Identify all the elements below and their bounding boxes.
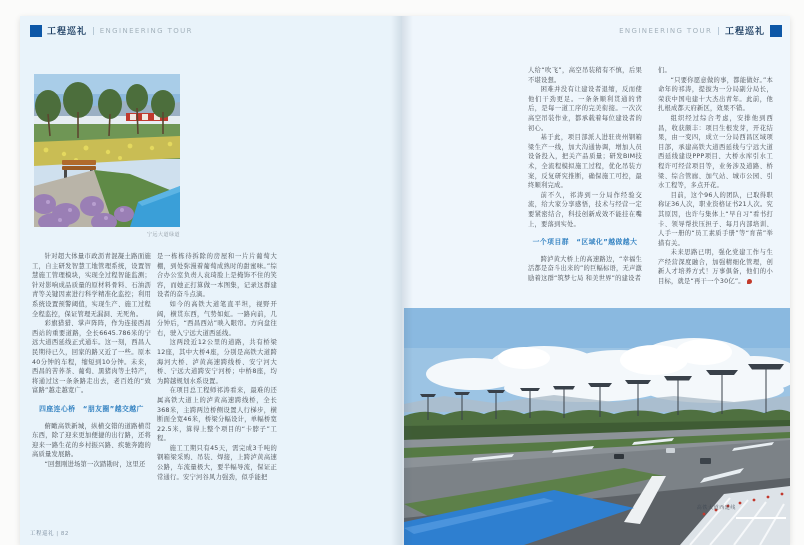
paragraph: 在项目总工程师祁涛看来，最难的还属高铁大道上的泸黄高速跨线桥，全长368米，主跨两边桥侧设置人行梯步，横断面全宽46米，桥梁分幅设计，单幅桥宽22.5米，算得上整个项目的“卡脖子”工程。 — [157, 387, 277, 443]
section-marker-square — [770, 25, 782, 37]
paragraph: 目前，这个96人的团队，已取得职称证36人次，职业资格证书21人次。究其原因，也许与集体上“早自习”看书打卡、领导帮扶压担子、每月内部培训、人手一册的“员工素质手册”等“育苗”举措有关。 — [658, 191, 773, 247]
paragraph: “回想刚进场第一次踏勘时，这里还 — [44, 460, 146, 468]
highway-photo — [404, 308, 790, 545]
header-right — [619, 24, 782, 37]
header-separator: | — [717, 26, 720, 35]
paragraph: 这两段近12公里的道路，共有桥梁12座，其中大桥4座，分别是高铁大道跨海河大桥、泸黄高速跨线桥、安宁河大桥、宁远大道跨安宁河桥；中桥8座，均为跨越规划水系设置。 — [157, 339, 277, 385]
greenway-photo-art — [34, 74, 180, 227]
footer-page-number: 82 — [60, 531, 69, 537]
paragraph: 们。 — [658, 67, 671, 74]
paragraph: 前不久，祁涛到一分局作经验交流，给大家分享感悟，技术与经营一定要紧密结合，科技创新成效不能挂在嘴上，要落到实处。 — [528, 191, 642, 228]
paragraph: 人给“吹飞”，高空吊装稍有不慎，后果不堪设想。 — [528, 67, 642, 84]
paragraph: 跨泸黄大桥上的高速路边，“幸福生活都是奋斗出来的”的巨幅标语，无声激励着这群“筑梦七局 和美世界”的建设者 — [528, 255, 642, 282]
text-column-a — [32, 252, 151, 522]
end-of-article-mark — [747, 279, 752, 284]
paragraph: 针对超大体量市政沥青混凝土路面施工，自主研发智慧工地管理系统，设置智慧施工管理模块，实现全过程智能监测；针对影响成品质量的原材料骨料、石油沥青等关键因素进行科学精准化监控；利用系统设置预警阈值，实现生产、施工过程全程监控，保证管理无漏洞、无死角。 — [32, 253, 151, 318]
header-left — [30, 24, 193, 37]
section-title-cn: 工程巡礼 — [47, 27, 88, 37]
page-left — [20, 16, 402, 545]
paragraph: 施工工期只有45天，需完成3千吨的钢箱梁采购、吊装、焊接，上跨泸黄高速公路，车流量极大，要半幅导流，保证正常通行。安宁河谷风力强劲，似乎能把 — [157, 444, 277, 481]
footer-label: 工程巡礼 — [30, 531, 55, 537]
header-separator: | — [92, 26, 95, 35]
paragraph: 基于此，项目部派人进驻贵州钢箱梁生产一线，加大沟通协调，增加人员设备投入，把关产品质量；研发BIM技术，全流程模拟施工过程，优化吊装方案，反复研究推断，确保施工可控，最终顺利完成。 — [528, 134, 642, 190]
paragraph: 俯瞰高铁新城，纵横交错的道路横贯东西，除了迎来更加便捷的出行路，还将迎来一路生花的乡村振兴路、疾驰奔跑的高质量发展路。 — [32, 422, 151, 459]
section-marker-square — [30, 25, 42, 37]
section-title-cn: 工程巡礼 — [724, 27, 765, 37]
magazine-spread — [20, 16, 790, 545]
photo-caption-left: 宁远大道绿道 — [146, 232, 180, 238]
paragraph: 是一栋栋待拆除的房屋和一片片葡萄大棚，到处弥漫着葡萄成熟时的甜蜜味。”综合办公室负责人袁琦脸上是掩饰不住的笑容，而她正打算做一本图集，记录这群建设者的奋斗点滴。 — [157, 253, 277, 299]
page-footer — [30, 529, 69, 537]
section-title-en: ENGINEERING TOUR — [619, 26, 713, 35]
text-column-b — [157, 252, 277, 522]
paragraph: 未来思路已明，强化党建工作与生产经营深度融合，加强精细化管理，创新人才培养方式！万事俱备，他们的小目标，就是“再干一个30亿”。 — [658, 249, 773, 286]
paragraph: 困难并没有让建设者退缩，反而使他们干劲更足。一条条顺利贯通的背后，是每一道工序的完美衔接。一次次高空吊装作业，都承载着每位建设者的初心。 — [528, 86, 642, 132]
article-subheading: 四座连心桥 “朋友圈”越交越广 — [39, 404, 144, 413]
article-subheading: 一个项目群 “区域化”越做越大 — [532, 238, 638, 247]
section-title-en: ENGINEERING TOUR — [99, 26, 193, 35]
text-column-d — [658, 66, 773, 314]
greenway-photo — [34, 74, 180, 227]
text-column-c — [528, 66, 642, 314]
paragraph: 组织经过综合考虑，安排他到西昌，收获颇丰：项目生根发芽，开花结果，由一变四，成立一分局西昌区域项目部，承建高铁大道西延线与宁远大道西延线建设PPP项目、大桥水库引水工程许可经营项目等，业务涉及道路、桥梁、综合管廊、加气站、城市公园、引水工程等，多点开花。 — [658, 114, 773, 190]
paragraph: “只要你愿意做的事，都能做好。”本命年的祁涛，提拔为一分局副分局长，荣获中国电建十大杰出青年。此前，他扎根成都天府新区，效果不错。 — [658, 76, 773, 113]
photo-caption-rule — [736, 517, 786, 519]
footer-separator: | — [56, 531, 59, 537]
paragraph: 如今的高铁大道笔直平坦，视野开阔，横贯东西，气势如虹。一路向前，几分钟后，“西昌西站”映入眼帘。方向盘往右，驶入宁远大道西延线。 — [157, 300, 277, 337]
paragraph: 彩旗猎猎、掌声阵阵，作为连接西昌西站的重要道路，全长6645.786米的宁远大道西延线正式通车。这一刻，西昌人民期待已久，回家的路又近了一些。原本40分钟的车程，缩短到10分钟。未来，西昌的苦荞茶、葡萄、黑猪肉等土特产，将通过这一条条路走出去，老百姓的“致富路”越走越宽广。 — [32, 320, 151, 395]
photo-caption-right: 高铁大道西延线 — [696, 505, 736, 511]
